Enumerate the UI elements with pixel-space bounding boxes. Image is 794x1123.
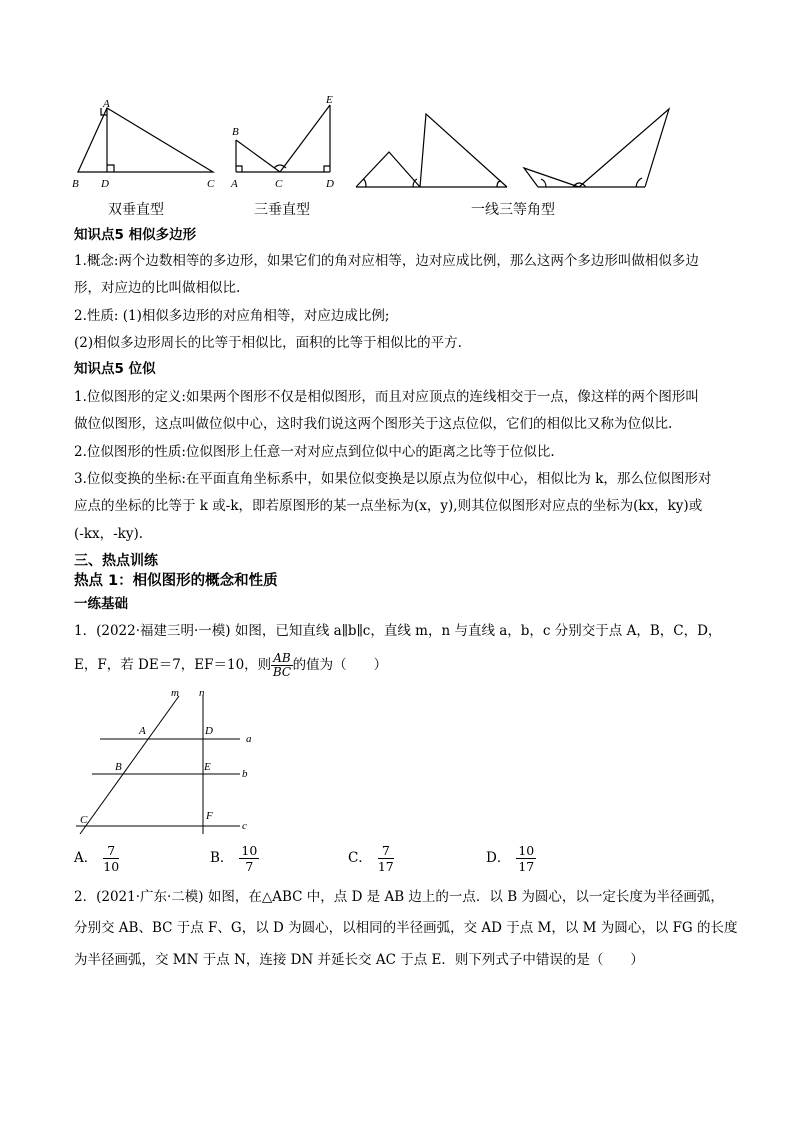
q1-ratio-denominator: BC [272,665,292,679]
q1-parallel-lines-figure [70,686,270,836]
section-title: 三、热点训练 [74,553,158,569]
option-a-denominator: 10 [103,859,120,874]
subsection-basic: 一练基础 [74,596,128,612]
fig1-label-a: A [103,98,110,110]
fig2-label-e: E [326,94,333,106]
option-d-denominator: 17 [518,859,535,874]
k5-line-2: 形，对应边的比叫做相似比. [74,280,241,296]
k6-line-6: (-kx，-ky). [74,526,144,542]
hot-topic-1: 热点 1：相似图形的概念和性质 [74,573,278,589]
q1-label-f-point: F [206,810,213,822]
k6-line-2: 做位似图形，这点叫做位似中心，这时我们说这两个图形关于这点位似，它们的相似比又称为位似比. [74,416,673,432]
option-b-letter: B． [210,850,234,866]
q2-line-3: 为半径画弧，交 MN 于点 N，连接 DN 并延长交 AC 于点 E．则下列式子中错误的是（ ） [74,952,644,968]
q1-label-line-b: b [242,768,248,780]
option-c-fraction [378,843,394,874]
option-d-numerator: 10 [518,843,535,858]
k6-line-4: 3.位似变换的坐标:在平面直角坐标系中，如果位似变换是以原点为位似中心，相似比为 k，那么位似图形对 [74,471,712,487]
q1-ratio-fraction [271,652,292,679]
fig1-label-b: B [72,178,79,190]
fig1-label-c: C [207,178,215,190]
q1-option-b[interactable] [210,843,259,874]
fig2-label-c: C [275,178,283,190]
caption-triple-perpendicular: 三垂直型 [254,202,310,218]
q2-line-1: 2．(2021·广东·二模) 如图，在△ABC 中，点 D 是 AB 边上的一点．以 B 为圆心，以一定长度为半径画弧， [74,889,724,905]
q1-label-c-point: C [80,814,88,826]
option-c-letter: C． [348,850,372,866]
option-d-letter: D． [486,850,511,866]
option-a-numerator: 7 [103,843,119,859]
figure-one-line-three-angles-a [356,114,507,187]
q1-option-d[interactable] [486,843,536,874]
figure-one-line-three-angles-b [524,109,669,187]
option-b-numerator: 10 [241,843,258,858]
q1-label-line-c: c [242,820,247,832]
k5-line-1: 1.概念:两个边数相等的多边形，如果它们的角对应相等，边对应成比例，那么这两个多边形叫做相似多边 [74,253,699,269]
q1-option-c[interactable] [348,843,394,874]
option-a-fraction [103,843,119,874]
fig1-label-d: D [101,178,109,190]
q1-line-2 [74,652,387,679]
k6-line-1: 1.位似图形的定义:如果两个图形不仅是相似图形，而且对应顶点的连线相交于一点，像这样的两个图形叫 [74,389,699,405]
q1-label-a-point: A [139,725,146,737]
option-b-fraction [239,843,259,874]
heading-similar-polygons: 知识点5 相似多边形 [74,227,197,243]
k5-line-3: 2.性质: (1)相似多边形的对应角相等，对应边成比例; [74,308,390,324]
fig2-label-a: A [231,178,238,190]
q1-line-2-text: E，F，若 DE＝7，EF＝10，则 [74,657,272,673]
q1-label-b-point: B [115,761,122,773]
q1-label-n: n [199,687,205,699]
q2-line-2: 分别交 AB、BC 于点 F、G，以 D 为圆心，以相同的半径画弧，交 AD 于点 M，以 M 为圆心，以 FG 的长度 [74,920,738,936]
q1-line-1: 1．(2022·福建三明·一模) 如图，已知直线 a∥b∥c，直线 m，n 与直线 a，b，c 分别交于点 A，B，C，D， [74,623,722,639]
option-a-letter: A． [74,850,98,866]
k5-line-4: (2)相似多边形周长的比等于相似比，面积的比等于相似比的平方. [74,335,462,351]
q1-label-d-point: D [205,725,213,737]
q1-option-a[interactable] [74,843,119,874]
fig2-label-d: D [326,178,334,190]
option-d-fraction [516,843,536,874]
caption-double-perpendicular: 双垂直型 [108,202,164,218]
q1-ratio-numerator: AB [273,651,291,665]
k6-line-5: 应点的坐标的比等于 k 或-k，即若原图形的某一点坐标为(x，y),则其位似图形对应点的坐标为(kx，ky)或 [74,498,703,514]
option-c-numerator: 7 [378,843,394,859]
figure-double-perpendicular [78,108,213,172]
q1-label-e-point: E [204,761,211,773]
k6-line-3: 2.位似图形的性质:位似图形上任意一对对应点到位似中心的距离之比等于位似比. [74,444,555,460]
option-c-denominator: 17 [377,859,394,874]
fig2-label-b: B [232,126,239,138]
heading-homothety: 知识点5 位似 [74,361,156,377]
q1-line-2-tail: 的值为（ ） [292,657,388,673]
caption-one-line-three-angles: 一线三等角型 [471,202,555,218]
figure-triple-perpendicular [236,105,330,172]
option-b-denominator: 7 [245,859,254,874]
q1-label-m: m [171,687,179,699]
figure-row-similar-triangles [60,88,680,198]
q1-label-line-a: a [246,733,252,745]
